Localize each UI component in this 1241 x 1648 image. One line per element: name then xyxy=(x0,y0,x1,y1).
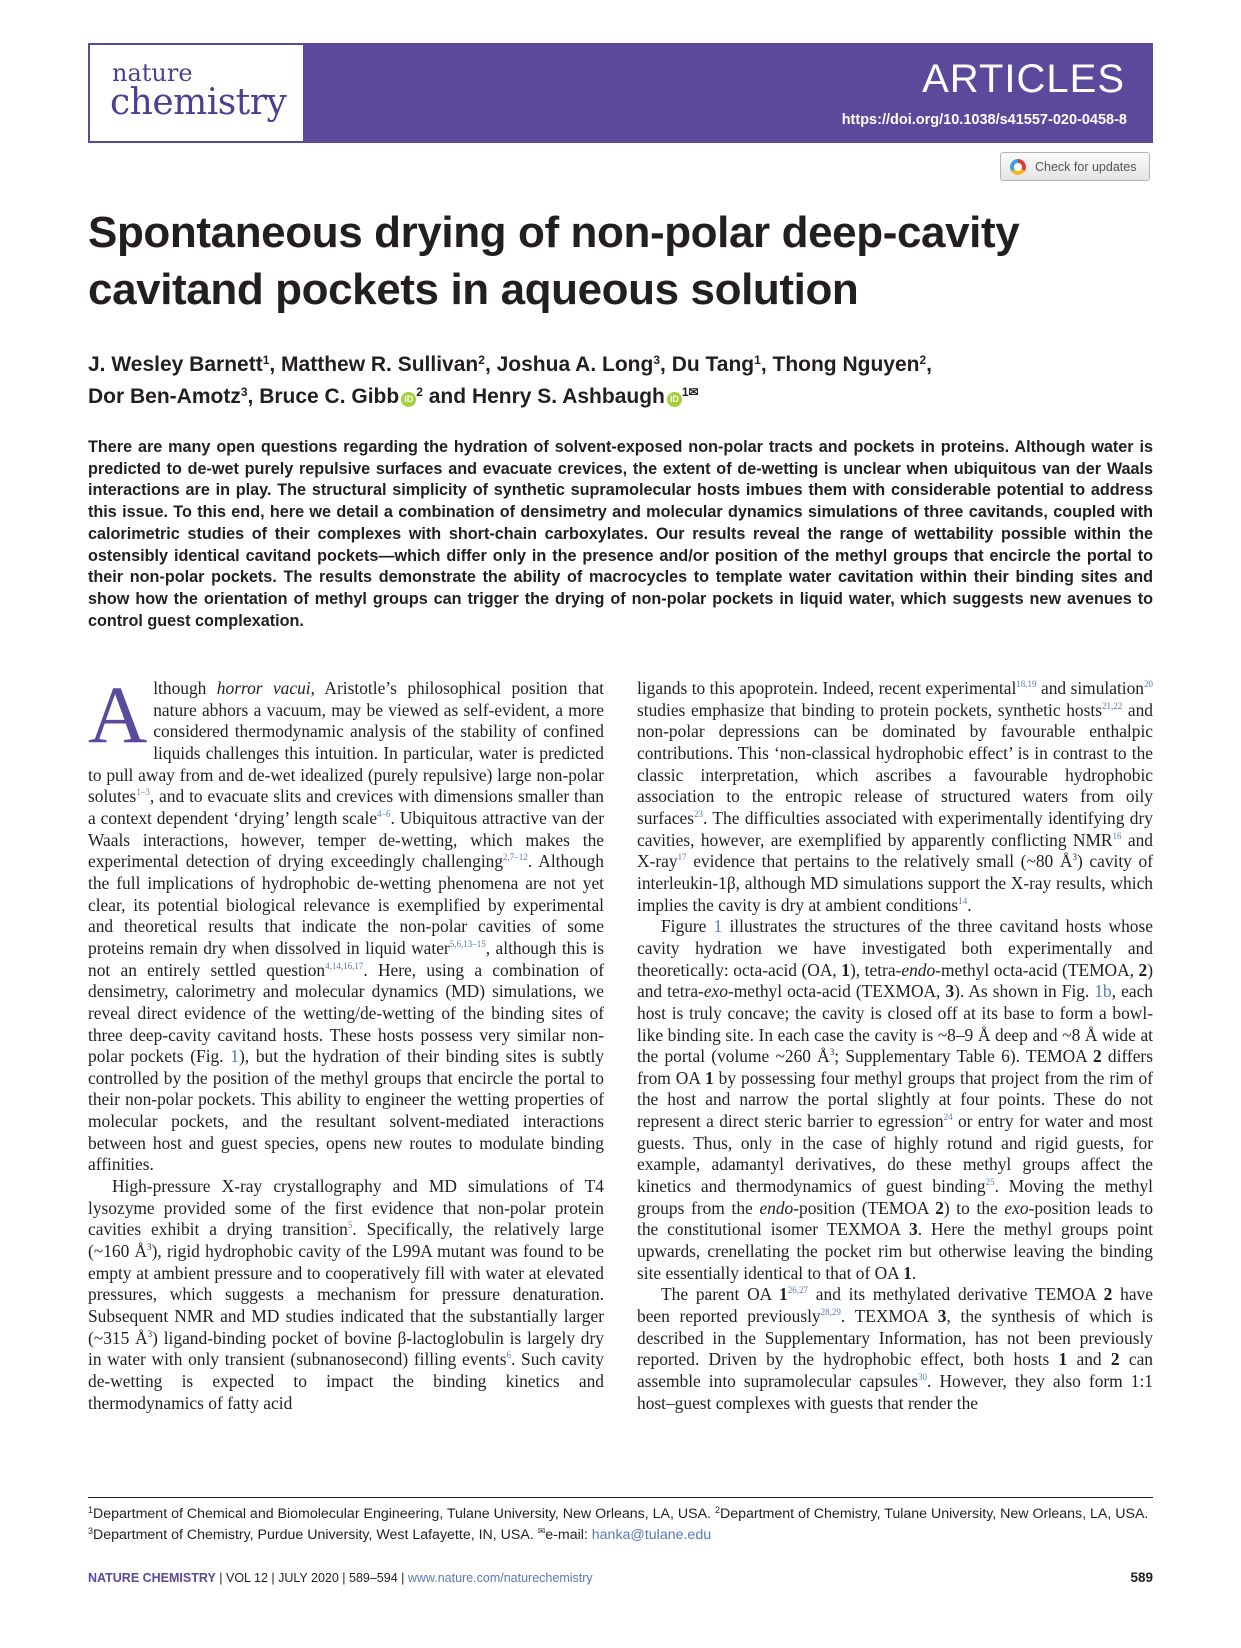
body-text: lthough xyxy=(153,678,217,698)
body-text: and simulation xyxy=(1036,678,1145,698)
check-updates-button[interactable] xyxy=(1000,152,1150,181)
body-text: illustrates the structures of the three cavitand hosts whose cavity hydration we have investigated both experimentally and theoretically: octa-acid (OA, xyxy=(637,916,1153,980)
orcid-icon[interactable]: iD xyxy=(401,392,416,407)
body-text: The parent OA xyxy=(661,1284,780,1305)
author-affiliation-mark: 1 xyxy=(754,353,761,367)
body-text: . Although the full implications of hydrophobic de-wetting phenomena are not yet clear, its potential biological relevance is exemplified by experimental and theoretical results that indicate the non-polar cavities of some proteins remain dry when dissolved in liquid water xyxy=(88,851,604,958)
affiliation-text: Department of Chemistry, Purdue University, West Lafayette, IN, USA. xyxy=(93,1527,538,1543)
affiliation-mark: 3 xyxy=(88,1526,94,1536)
body-text: . Such cavity de-wetting is expected to impact the binding kinetics and thermodynamics of fatty acid xyxy=(88,1349,604,1413)
citation-link[interactable]: 14 xyxy=(958,895,968,906)
citation-link[interactable]: 6 xyxy=(506,1350,511,1361)
affiliation-mark: 1 xyxy=(88,1505,94,1515)
compound-number: 2 xyxy=(1103,1284,1113,1305)
body-text: differs from OA xyxy=(637,1046,1153,1088)
author-list: J. Wesley Barnett$^1$, Matthew R. Sullivan$^2$, Joshua A. Long$^3$, Du Tang$^1$, Thong Nguyen$^2$, Dor Ben-Amotz$^3$, Bruce C. Gibb iD $^2$ and Henry S. Ashbaugh iD $^{1✉}$ xyxy=(88,353,933,408)
email-icon[interactable]: ✉ xyxy=(688,385,699,399)
body-text: by possessing four methyl groups that project from the rim of the host and narrow the portal slightly at four points. These do not represent a direct steric barrier to egression xyxy=(637,1067,1153,1132)
footer-citation xyxy=(88,1571,593,1585)
citation-link[interactable]: 28,29 xyxy=(820,1307,841,1318)
affiliation-mark: 2 xyxy=(714,1505,720,1515)
body-text: , and to evacuate slits and crevices with dimensions smaller than a context dependent ‘drying’ length scale xyxy=(88,786,604,828)
body-text-italic: endo xyxy=(759,1197,794,1218)
crossmark-icon xyxy=(1010,159,1026,175)
body-paragraph xyxy=(88,1176,604,1414)
journal-logo-line1: nature xyxy=(112,59,193,87)
figure-link[interactable]: 1 xyxy=(230,1046,239,1067)
email-link[interactable]: hanka@tulane.edu xyxy=(591,1527,712,1543)
citation-link[interactable]: 30 xyxy=(918,1372,928,1382)
journal-logo[interactable] xyxy=(88,43,305,143)
body-paragraph xyxy=(637,916,1153,1284)
body-text: . xyxy=(911,1262,917,1283)
body-text-italic: exo xyxy=(1004,1197,1029,1218)
citation-link[interactable]: 25 xyxy=(985,1177,995,1188)
body-text: studies emphasize that binding to protein pockets, synthetic hosts xyxy=(637,699,1102,720)
body-text: and X-ray xyxy=(637,829,1153,872)
journal-logo-line2: chemistry xyxy=(110,82,287,123)
footer-url[interactable]: www.nature.com/naturechemistry xyxy=(407,1571,593,1585)
citation-link[interactable]: 26,27 xyxy=(787,1285,808,1296)
figure-link[interactable]: 1 xyxy=(713,916,723,937)
body-text: , each host is truly concave; the cavity is closed off at its base to form a bowl-like binding site. In each case the cavity is ~8–9 Å deep and ~8 Å wide at the portal (volume ~260 Å xyxy=(637,981,1153,1067)
citation-link[interactable]: 5,6,13–15 xyxy=(449,938,486,949)
compound-number: 1 xyxy=(779,1284,788,1305)
compound-number: 3 xyxy=(945,981,955,1002)
body-text: . Here, using a combination of densimetry, calorimetry and molecular dynamics (MD) simulations, we reveal direct evidence of the wetting/de-wetting of the binding sites of three deep-cavity cavitand hosts. These hosts possess very similar non-polar pockets (Fig. xyxy=(88,959,604,1067)
citation-link[interactable]: 18,19 xyxy=(1016,679,1037,689)
compound-number: 1 xyxy=(903,1262,912,1283)
compound-number: 2 xyxy=(1138,959,1148,980)
body-text: ) and tetra- xyxy=(637,959,1154,1002)
body-text: ), but the hydration of their binding sites is subtly controlled by the position of the methyl groups that encircle the portal to their non-polar pockets. This ability to engineer the wetting properties of molecular pockets, and the resultant solvent-mediated interactions between host and guest species, opens new routes to modulate binding affinities. xyxy=(88,1046,604,1175)
body-text: , Aristotle’s philosophical position that nature abhors a vacuum, may be viewed as self-evident, a more considered thermodynamic analysis of the stability of confined liquids challenges this intuition. In particular, water is predicted to pull away from and de-wet idealized (purely repulsive) large non-polar solutes xyxy=(88,678,604,807)
author-affiliation-mark: 2 xyxy=(478,353,485,367)
footer-issue: VOL 12 | JULY 2020 | 589–594 xyxy=(225,1571,398,1585)
body-text-italic: endo xyxy=(901,959,936,980)
body-text: , the synthesis of which is described in the Supplementary Information, has not been previously reported. Driven by the hydrophobic effect, both hosts xyxy=(637,1306,1153,1370)
body-text: have been reported previously xyxy=(637,1284,1153,1327)
header-band xyxy=(305,43,1153,143)
compound-number: 2 xyxy=(1110,1349,1120,1370)
body-text: and its methylated derivative TEMOA xyxy=(807,1284,1104,1305)
body-text: and non-polar depressions can be dominated by favourable enthalpic contributions. This ‘non-classical hydrophobic effect’ is in contrast to the classic interpretation, which ascribes a favourable hydrophobic association to the entropic release of structured waters from oily surfaces xyxy=(637,699,1153,828)
citation-link[interactable]: 2,7–12 xyxy=(503,852,528,863)
orcid-icon[interactable]: iD xyxy=(667,392,682,407)
citation-link[interactable]: 4,14,16,17 xyxy=(325,960,364,971)
body-text: -position (TEMOA xyxy=(793,1197,936,1218)
compound-number: 3 xyxy=(937,1306,947,1327)
affiliation-text: Department of Chemistry, Tulane University, New Orleans, LA, USA. xyxy=(719,1506,1149,1522)
body-column-left xyxy=(88,669,604,1414)
author-name[interactable]: Joshua A. Long xyxy=(496,353,654,376)
abstract: There are many open questions regarding the hydration of solvent-exposed non-polar tracts and pockets in proteins. Although water is predicted to de-wet purely repulsive surfaces and evacuate crevices, the extent of de-wetting is unclear when ubiquitous van der Waals interactions are in play. The structural simplicity of synthetic supramolecular hosts imbues them with considerable potential to address this issue. To this end, here we detail a combination of densimetry and molecular dynamics simulations of three cavitands, coupled with calorimetric studies of their complexes with short-chain carboxylates. Our results reveal the range of wettability possible within the ostensibly identical cavitand pockets—which differ only in the presence and/or position of the methyl groups that encircle the portal to their non-polar pockets. The results demonstrate the ability of macrocycles to template water cavitation within their binding sites and show how the orientation of methyl groups can trigger the drying of non-polar pockets in liquid water, which suggests new avenues to control guest complexation. xyxy=(88,438,1153,630)
superscript: 3 xyxy=(1072,852,1077,863)
body-text: ; Supplementary Table 6). TEMOA xyxy=(834,1046,1093,1067)
body-column-right xyxy=(637,678,1153,1414)
citation-link[interactable]: 16 xyxy=(1112,830,1122,841)
author-affiliation-mark: 3 xyxy=(653,353,661,367)
body-text: and xyxy=(1067,1349,1111,1370)
body-text: . Here the methyl groups point upwards, crenellating the pocket rim but otherwise leaving the binding site essentially identical to that of OA xyxy=(637,1219,1153,1283)
body-paragraph xyxy=(637,1284,1153,1414)
body-text: . Ubiquitous attractive van der Waals interactions, however, temper de-wetting, which makes the experimental detection of drying exceedingly challenging xyxy=(88,807,604,872)
figure-link[interactable]: 1b xyxy=(1094,981,1112,1002)
body-text: . TEXMOA xyxy=(840,1306,938,1327)
compound-number: 1 xyxy=(704,1067,714,1088)
body-text: . Specifically, the relatively large (~160 Å xyxy=(88,1219,604,1262)
section-label: ARTICLES xyxy=(922,57,1125,101)
superscript: 3 xyxy=(147,1242,152,1253)
body-text: evidence that pertains to the relatively small (~80 Å xyxy=(686,851,1073,872)
doi-link[interactable]: https://doi.org/10.1038/s41557-020-0458-8 xyxy=(841,112,1127,128)
body-text: ) cavity of interleukin-1β, although MD simulations support the X-ray results, which implies the cavity is dry at ambient conditions xyxy=(637,851,1153,915)
body-text: can assemble into supramolecular capsules xyxy=(637,1349,1153,1391)
body-text: ligands to this apoprotein. Indeed, recent experimental xyxy=(637,678,1017,698)
drop-cap: A xyxy=(88,669,148,760)
body-text: or entry for water and most guests. Thus, only in the case of highly rotund and rigid guests, for example, adamantyl derivatives, do these methyl groups affect the kinetics and thermodynamics of guest binding xyxy=(637,1111,1153,1197)
email-label: e-mail: xyxy=(545,1527,592,1543)
body-text: . However, they also form 1:1 host–guest complexes with guests that render the xyxy=(637,1371,1153,1413)
footer-journal[interactable]: NATURE CHEMISTRY xyxy=(88,1571,216,1585)
affiliation-text: Department of Chemical and Biomolecular Engineering, Tulane University, New Orleans, LA, USA. xyxy=(93,1506,715,1522)
body-text: ) to the xyxy=(943,1197,1005,1218)
citation-link[interactable]: 23 xyxy=(693,808,703,819)
article-title: Spontaneous drying of non-polar deep-cavity cavitand pockets in aqueous solution xyxy=(88,208,1020,314)
body-text: -methyl octa-acid (TEMOA, xyxy=(935,959,1139,980)
body-paragraph xyxy=(637,678,1153,916)
body-text: . The difficulties associated with experimentally identifying dry cavities, however, are exemplified by apparently conflicting NMR xyxy=(637,807,1153,850)
superscript: 3 xyxy=(829,1047,835,1058)
body-text: . xyxy=(967,894,972,915)
body-text: -methyl octa-acid (TEXMOA, xyxy=(727,981,946,1002)
body-text: Figure xyxy=(661,916,714,937)
body-text: ). As shown in Fig. xyxy=(954,981,1095,1002)
compound-number: 3 xyxy=(908,1219,918,1240)
body-text: High-pressure X-ray crystallography and MD simulations of T4 lysozyme provided some of the first evidence that non-polar protein cavities exhibit a drying transition xyxy=(88,1176,604,1240)
author-name[interactable]: Bruce C. Gibb xyxy=(259,385,400,408)
body-text-italic: exo xyxy=(703,981,728,1002)
author-affiliation-mark: 1 xyxy=(681,385,689,399)
compound-number: 2 xyxy=(935,1197,944,1218)
compound-number: 1 xyxy=(841,959,850,980)
author-affiliation-mark: 2 xyxy=(416,385,423,399)
body-text: ), rigid hydrophobic cavity of the L99A mutant was found to be empty at ambient pressure and to cooperatively fill with water at elevated pressures, which suggests a mechanism for pressure denaturation. Subsequent NMR and MD studies indicated that the substantially larger (~315 Å xyxy=(88,1241,604,1348)
body-text: , although this is not an entirely settled question xyxy=(88,937,604,980)
author-name[interactable]: Du Tang xyxy=(671,353,755,376)
check-updates-label: Check for updates xyxy=(1035,160,1137,174)
footer-separator: | xyxy=(397,1571,408,1585)
author-conjunction: and xyxy=(428,385,467,408)
citation-link[interactable]: 4–6 xyxy=(377,808,391,819)
body-text-italic: horror vacui xyxy=(216,678,311,698)
affiliations xyxy=(88,1504,1158,1546)
page-number: 589 xyxy=(1130,1570,1153,1585)
citation-link[interactable]: 1–3 xyxy=(136,787,150,798)
author-name[interactable]: J. Wesley Barnett xyxy=(88,353,263,376)
superscript: 3 xyxy=(147,1328,153,1339)
citation-link[interactable]: 5 xyxy=(347,1220,353,1231)
body-text: -position leads to the constitutional isomer TEXMOA xyxy=(637,1197,1154,1240)
citation-link[interactable]: 21,22 xyxy=(1101,700,1123,711)
author-name[interactable]: Matthew R. Sullivan xyxy=(281,353,479,376)
body-paragraph xyxy=(88,669,604,1176)
compound-number: 2 xyxy=(1092,1046,1102,1067)
body-text: . Moving the methyl groups from the xyxy=(637,1176,1153,1218)
author-affiliation-mark: 2 xyxy=(919,353,927,367)
envelope-icon: ✉ xyxy=(537,1526,546,1536)
footnote-divider xyxy=(88,1497,1153,1498)
footer-separator: | xyxy=(215,1571,226,1585)
author-name[interactable]: Henry S. Ashbaugh xyxy=(471,385,665,408)
author-name[interactable]: Thong Nguyen xyxy=(772,353,920,376)
author-affiliation-mark: 3 xyxy=(240,385,248,399)
author-affiliation-mark: 1 xyxy=(262,353,270,367)
compound-number: 1 xyxy=(1058,1349,1068,1370)
author-name[interactable]: Dor Ben-Amotz xyxy=(88,385,241,408)
citation-link[interactable]: 17 xyxy=(677,852,687,863)
citation-link[interactable]: 24 xyxy=(943,1112,953,1123)
body-text: ), tetra- xyxy=(850,959,902,980)
body-text: ) ligand-binding pocket of bovine β-lactoglobulin is largely dry in water with only transient (subnanosecond) filling events xyxy=(88,1327,604,1370)
citation-link[interactable]: 20 xyxy=(1144,679,1154,689)
